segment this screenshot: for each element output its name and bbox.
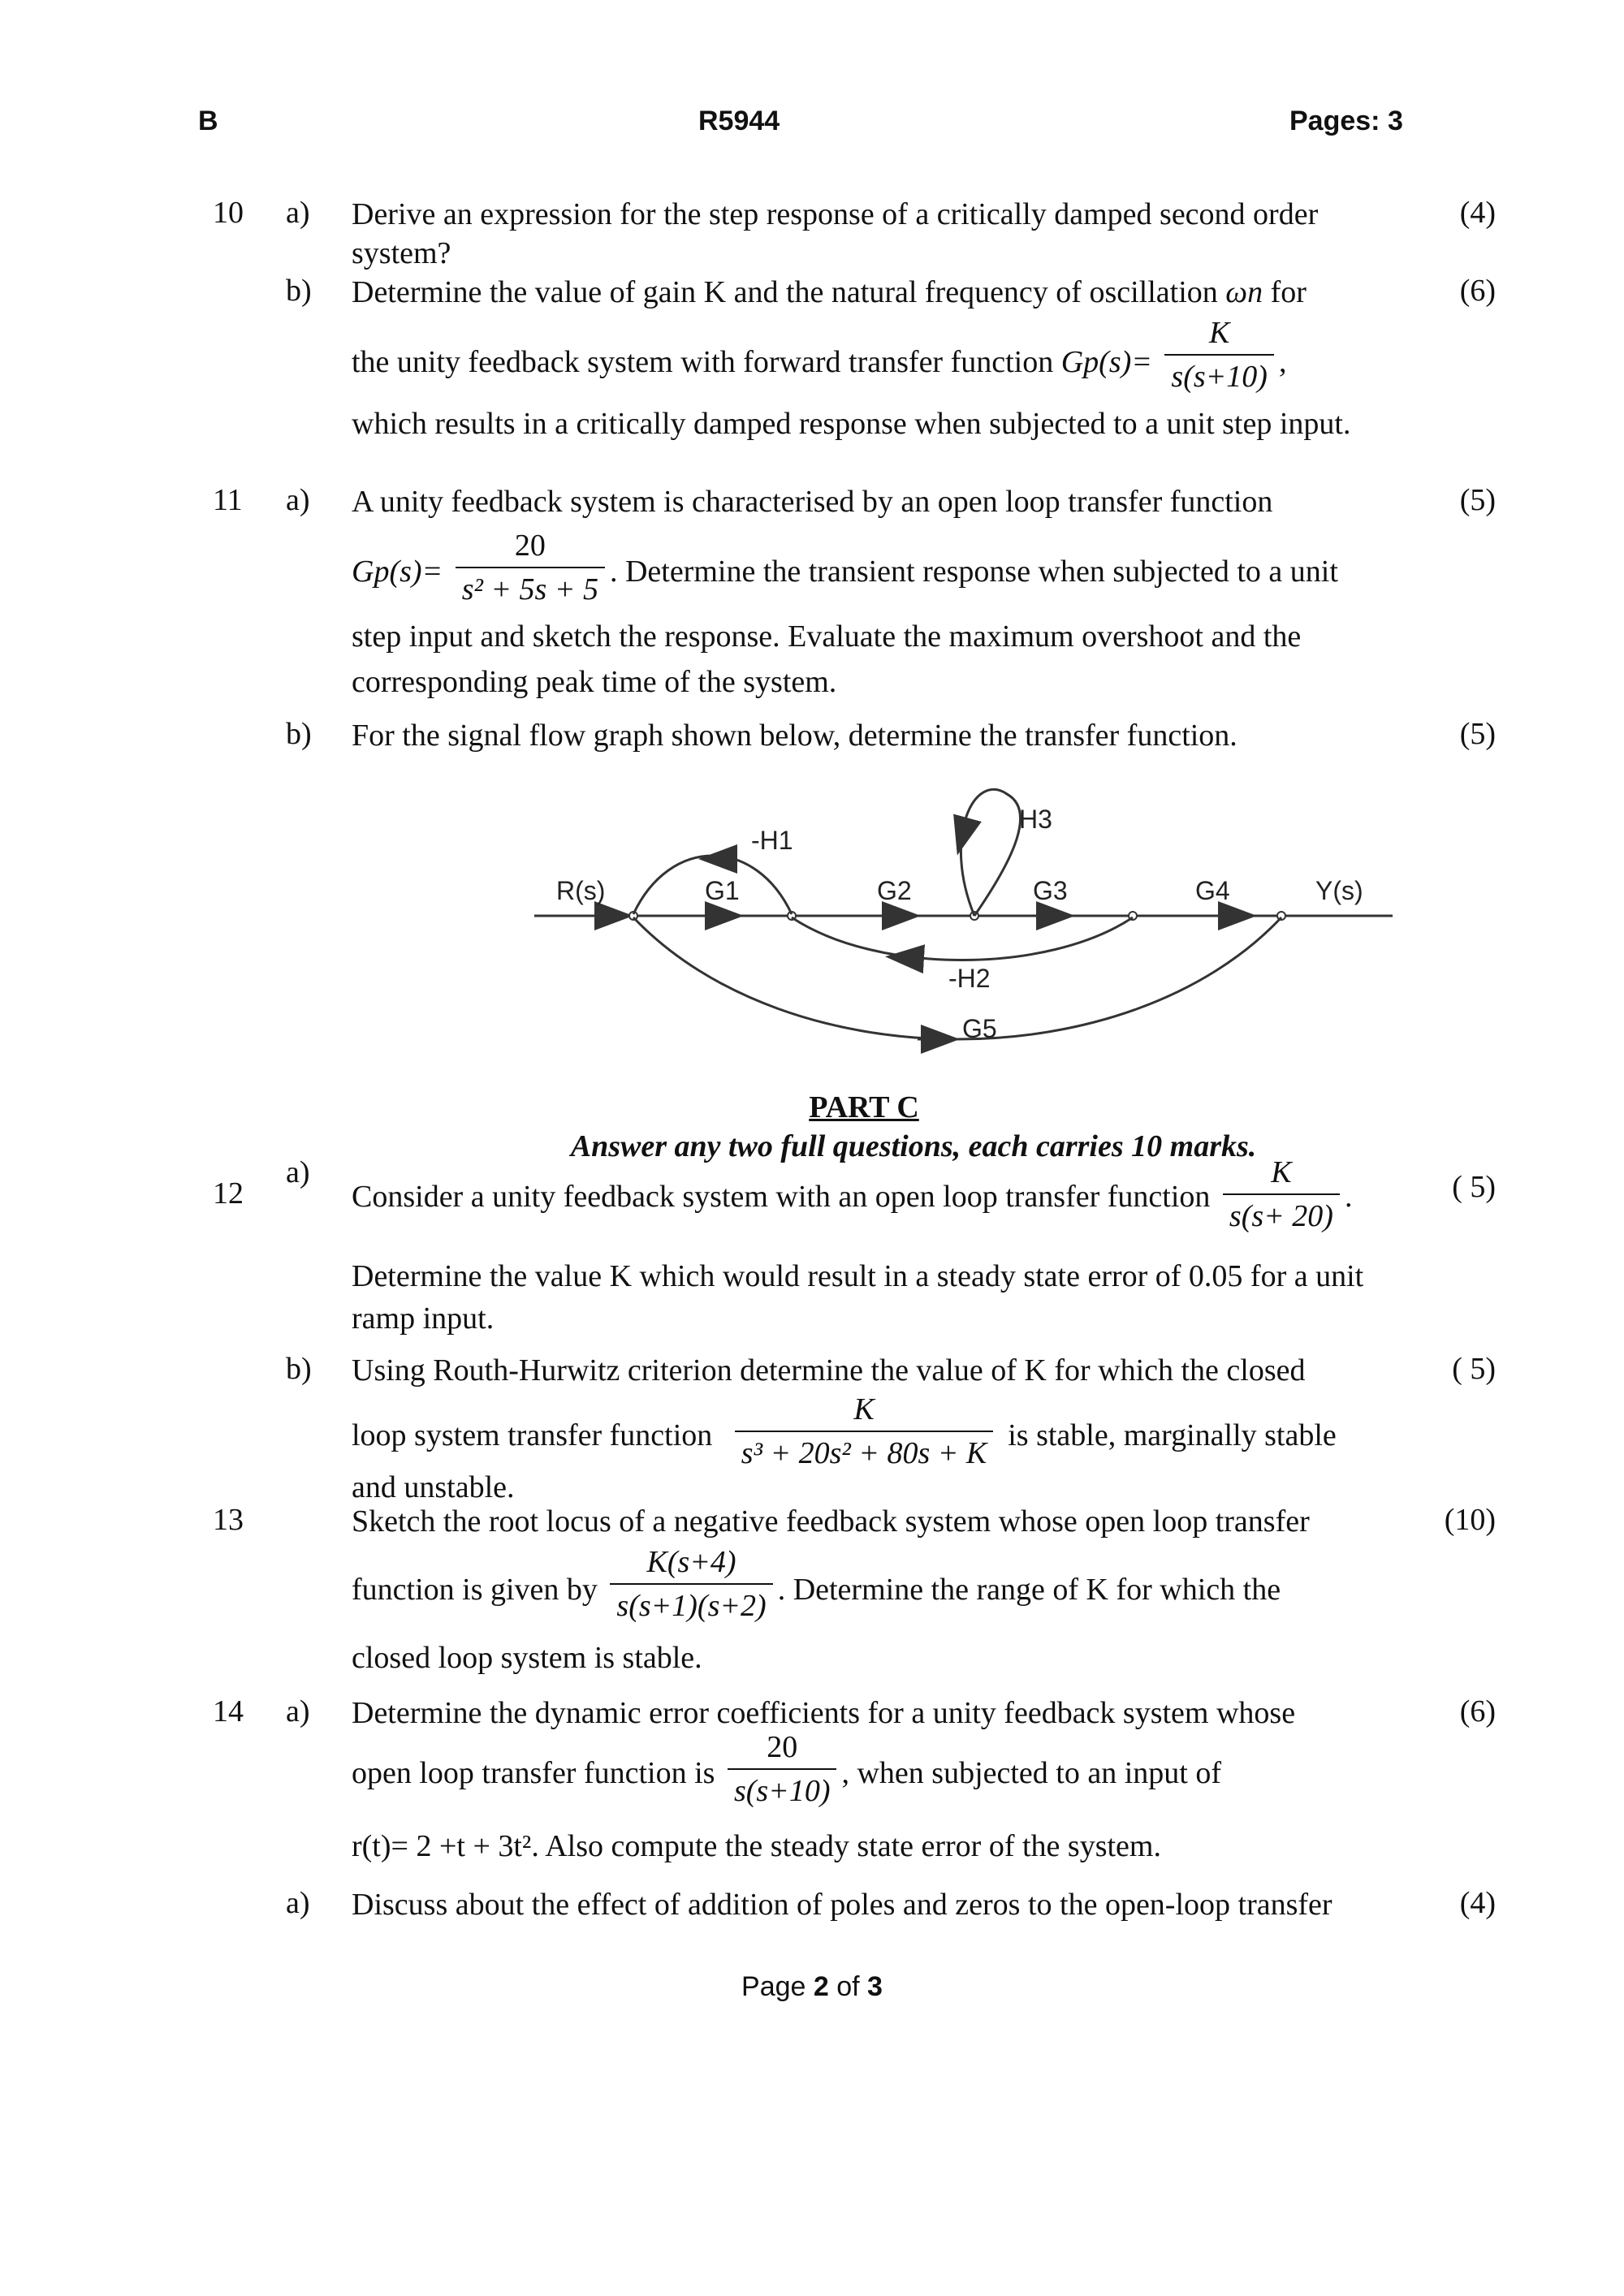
q10b-text2: the unity feedback system with forward transfer function (352, 344, 1054, 379)
q10b-text1b: for (1270, 275, 1307, 309)
q12a-marks: ( 5) (1452, 1170, 1496, 1204)
h2-arrow (895, 957, 922, 959)
label-g5: G5 (962, 1014, 997, 1043)
q12a-text2: Determine the value K which would result in a steady state error of 0.05 for a unit ramp input. (352, 1259, 1364, 1336)
q12b-fraction (735, 1390, 993, 1473)
q10b-fraction (1164, 313, 1274, 396)
label-h2: -H2 (948, 964, 991, 993)
h2-loop (792, 917, 1133, 960)
page-footer (0, 1971, 1624, 2003)
q14a-marks: (6) (1459, 1694, 1496, 1728)
q13-marks: (10) (1444, 1503, 1496, 1537)
q12b-marks: ( 5) (1452, 1352, 1496, 1386)
q11b-marks: (5) (1459, 717, 1496, 751)
q14b-marks: (4) (1459, 1886, 1496, 1920)
q12a-line1: Consider a unity feedback system with an open loop transfer function $\frac{K}{s(s+ 20)}$ . (352, 1153, 1407, 1234)
q14a-label: a) (286, 1694, 310, 1728)
label-g4: G4 (1195, 876, 1230, 905)
signal-flow-graph (520, 779, 1413, 1055)
q12b-text2b: is stable, marginally stable (1008, 1418, 1337, 1452)
q11a-fraction (456, 526, 605, 609)
part-c-title: PART C (809, 1090, 919, 1124)
q13-line2 (352, 1543, 1407, 1632)
footer-current: 2 (813, 1971, 829, 2002)
label-h1: -H1 (751, 826, 793, 855)
q14a-text2a: open loop transfer function is (352, 1755, 715, 1790)
q10b-gp: Gp(s)= (1060, 344, 1152, 379)
q11b-label: b) (286, 717, 312, 751)
label-output: Y(s) (1315, 876, 1363, 905)
q10b-numerator: K (1164, 313, 1274, 356)
q12b-text2a: loop system transfer function (352, 1418, 713, 1452)
q11a-text1: A unity feedback system is characterised by an open loop transfer function (352, 485, 1273, 519)
q11a-denominator: s² + 5s + 5 (461, 572, 598, 606)
omega-symbol: ωn (1225, 275, 1263, 309)
q12a-fraction (1223, 1153, 1340, 1236)
q13-numerator: K(s+4) (610, 1543, 772, 1585)
q11a-line2 (352, 526, 1407, 607)
part-c-instruction: Answer any two full questions, each carries 10 marks. (570, 1129, 1257, 1163)
q10b-text1: Determine the value of gain K and the natural frequency of oscillation (352, 275, 1218, 309)
question-number-14: 14 (213, 1694, 244, 1728)
q10a-label: a) (286, 196, 310, 230)
question-number-13: 13 (213, 1503, 244, 1537)
q14b-text: Discuss about the effect of addition of poles and zeros to the open-loop transfer (352, 1888, 1332, 1922)
q11a-label: a) (286, 483, 310, 517)
q14a-denominator: s(s+10) (733, 1774, 831, 1808)
q12b-numerator: K (735, 1390, 993, 1432)
q14a-text3: r(t)= 2 +t + 3t². Also compute the steady state error of the system. (352, 1829, 1161, 1863)
q10a-marks: (4) (1459, 196, 1496, 230)
header-series: B (198, 106, 218, 136)
q12b-text3: and unstable. (352, 1470, 515, 1504)
footer-prefix: Page (741, 1971, 814, 2002)
q14a-text2b: , when subjected to an input of (841, 1755, 1221, 1790)
label-g2: G2 (877, 876, 912, 905)
q14a-fraction (728, 1728, 837, 1810)
q14a-text1: Determine the dynamic error coefficients for a unity feedback system whose (352, 1696, 1296, 1730)
q11b-text: For the signal flow graph shown below, determine the transfer function. (352, 719, 1237, 753)
q12b-line2 (352, 1390, 1407, 1471)
q12a-text1: Consider a unity feedback system with an open loop transfer function (352, 1179, 1211, 1214)
q11a-gp: Gp(s)= (352, 554, 443, 589)
q12b-label: b) (286, 1352, 312, 1386)
q13-denominator: s(s+1)(s+2) (616, 1589, 767, 1623)
q12a-denominator: s(s+ 20) (1229, 1199, 1333, 1233)
q11a-text2: . Determine the transient response when subjected to a unit (609, 554, 1338, 589)
q14a-line2 (352, 1728, 1407, 1817)
q10b-line1 (352, 273, 1407, 312)
h3-loop (961, 789, 1020, 916)
footer-mid: of (828, 1971, 868, 2002)
q11a-marks: (5) (1459, 483, 1496, 517)
q10b-text3: which results in a critically damped response when subjected to a unit step input. (352, 407, 1351, 441)
q10b-denominator: s(s+10) (1171, 360, 1268, 394)
question-number-12: 12 (213, 1176, 244, 1211)
header-code: R5944 (698, 106, 780, 136)
q12a-numerator: K (1223, 1153, 1340, 1195)
q10a-text: Derive an expression for the step response of a critically damped second order system? (352, 197, 1319, 270)
q13-fraction (610, 1543, 772, 1625)
q10b-label: b) (286, 274, 312, 308)
q14a-numerator: 20 (728, 1728, 837, 1770)
label-h3: H3 (1019, 805, 1052, 834)
label-g1: G1 (705, 876, 740, 905)
q11a-numerator: 20 (456, 526, 605, 568)
label-g3: G3 (1033, 876, 1068, 905)
q11a-text3: step input and sketch the response. Evaluate the maximum overshoot and the corresponding peak time of the system. (352, 619, 1302, 699)
question-number-11: 11 (213, 483, 243, 517)
label-input: R(s) (556, 876, 606, 905)
q13-text2b: . Determine the range of K for which the (777, 1572, 1281, 1607)
q13-text2a: function is given by (352, 1572, 598, 1607)
footer-total: 3 (867, 1971, 883, 2002)
q10b-line2: the unity feedback system with forward transfer function Gp(s)= $\frac{K}{s(s+10)}$ , (352, 313, 1407, 391)
q10b-marks: (6) (1459, 274, 1496, 308)
q12b-denominator: s³ + 20s² + 80s + K (741, 1436, 987, 1470)
q13-text3: closed loop system is stable. (352, 1641, 702, 1675)
header-pages: Pages: 3 (1289, 106, 1403, 136)
q12b-text1: Using Routh-Hurwitz criterion determine the value of K for which the closed (352, 1353, 1306, 1388)
question-number-10: 10 (213, 196, 244, 230)
q12a-label: a) (286, 1155, 310, 1189)
q13-text1: Sketch the root locus of a negative feedback system whose open loop transfer (352, 1504, 1310, 1539)
q14b-label: a) (286, 1886, 310, 1920)
